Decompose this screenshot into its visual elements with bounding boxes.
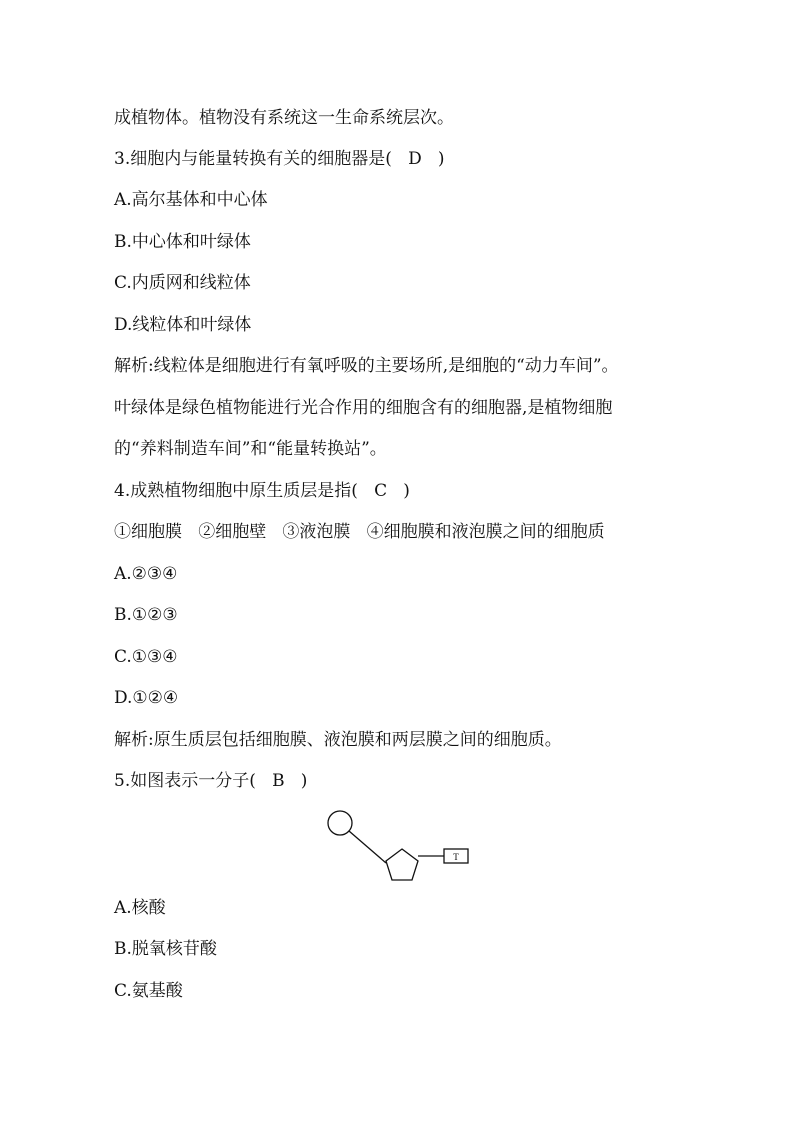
option-c: C.氨基酸 bbox=[114, 981, 183, 1001]
option-a: A.核酸 bbox=[114, 898, 166, 918]
question-4-items: ①细胞膜 ②细胞壁 ③液泡膜 ④细胞膜和液泡膜之间的细胞质 bbox=[114, 522, 605, 542]
explanation-4: 解析:原生质层包括细胞膜、液泡膜和两层膜之间的细胞质。 bbox=[114, 730, 562, 750]
text-line-1: 成植物体。植物没有系统这一生命系统层次。 bbox=[114, 108, 454, 128]
explanation-3-line-1: 解析:线粒体是细胞进行有氧呼吸的主要场所,是细胞的“动力车间”。 bbox=[114, 356, 619, 376]
option-c: C.内质网和线粒体 bbox=[114, 273, 251, 293]
explanation-3-line-2: 叶绿体是绿色植物能进行光合作用的细胞含有的细胞器,是植物细胞 bbox=[114, 398, 613, 418]
option-b: B.中心体和叶绿体 bbox=[114, 232, 251, 252]
nucleotide-diagram bbox=[320, 805, 480, 885]
bond-line bbox=[349, 831, 386, 863]
option-d: D.线粒体和叶绿体 bbox=[114, 315, 252, 335]
option-b: B.脱氧核苷酸 bbox=[114, 939, 217, 959]
question-4: 4.成熟植物细胞中原生质层是指( C ) bbox=[114, 481, 410, 501]
explanation-3-line-3: 的“养料制造车间”和“能量转换站”。 bbox=[114, 439, 387, 459]
option-a: A.高尔基体和中心体 bbox=[114, 190, 268, 210]
sugar-pentagon bbox=[386, 849, 418, 880]
option-d: D.①②④ bbox=[114, 688, 179, 708]
option-a: A.②③④ bbox=[114, 564, 178, 584]
option-c: C.①③④ bbox=[114, 647, 178, 667]
question-3: 3.细胞内与能量转换有关的细胞器是( D ) bbox=[114, 149, 445, 169]
question-5: 5.如图表示一分子( B ) bbox=[114, 771, 308, 791]
phosphate-circle bbox=[328, 811, 352, 835]
option-b: B.①②③ bbox=[114, 605, 178, 625]
base-label: T bbox=[453, 852, 459, 862]
